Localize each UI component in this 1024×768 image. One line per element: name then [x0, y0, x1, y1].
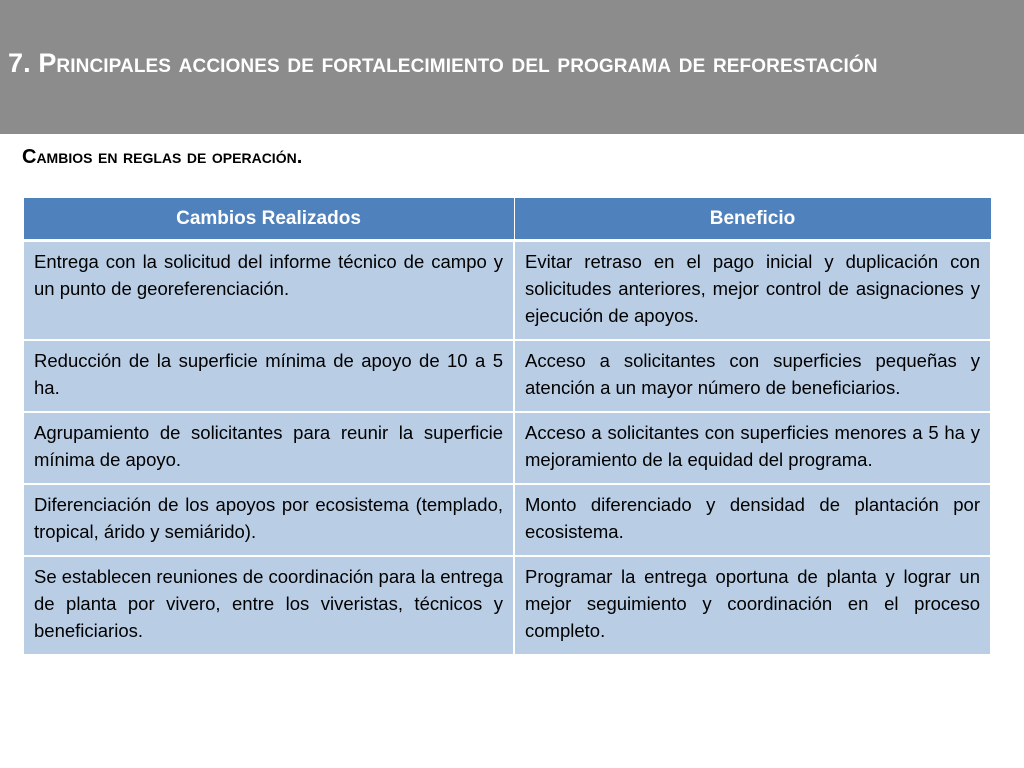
cambio-cell: Reducción de la superficie mínima de apoyo de 10 a 5 ha.	[23, 340, 514, 412]
table-row	[23, 484, 991, 556]
slide-title: 7. Principales acciones de fortalecimiento del programa de reforestación	[8, 48, 878, 78]
title-bar	[0, 0, 1024, 134]
changes-table	[22, 197, 992, 656]
slide-subtitle: Cambios en reglas de operación.	[22, 146, 303, 168]
table-row	[23, 556, 991, 655]
table-row	[23, 241, 991, 341]
cambio-cell: Agrupamiento de solicitantes para reunir la superficie mínima de apoyo.	[23, 412, 514, 484]
column-header-cambios: Cambios Realizados	[23, 198, 514, 241]
table-row	[23, 340, 991, 412]
beneficio-cell: Programar la entrega oportuna de planta y lograr un mejor seguimiento y coordinación en el proceso completo.	[514, 556, 991, 655]
cambio-cell: Diferenciación de los apoyos por ecosistema (templado, tropical, árido y semiárido).	[23, 484, 514, 556]
beneficio-cell: Monto diferenciado y densidad de plantación por ecosistema.	[514, 484, 991, 556]
table-row	[23, 412, 991, 484]
table-header-row	[23, 198, 991, 241]
beneficio-cell: Acceso a solicitantes con superficies menores a 5 ha y mejoramiento de la equidad del programa.	[514, 412, 991, 484]
column-header-beneficio: Beneficio	[514, 198, 991, 241]
beneficio-cell: Acceso a solicitantes con superficies pequeñas y atención a un mayor número de beneficiarios.	[514, 340, 991, 412]
cambio-cell: Se establecen reuniones de coordinación para la entrega de planta por vivero, entre los viveristas, técnicos y beneficiarios.	[23, 556, 514, 655]
beneficio-cell: Evitar retraso en el pago inicial y duplicación con solicitudes anteriores, mejor control de asignaciones y ejecución de apoyos.	[514, 241, 991, 341]
cambio-cell: Entrega con la solicitud del informe técnico de campo y un punto de georeferenciación.	[23, 241, 514, 341]
